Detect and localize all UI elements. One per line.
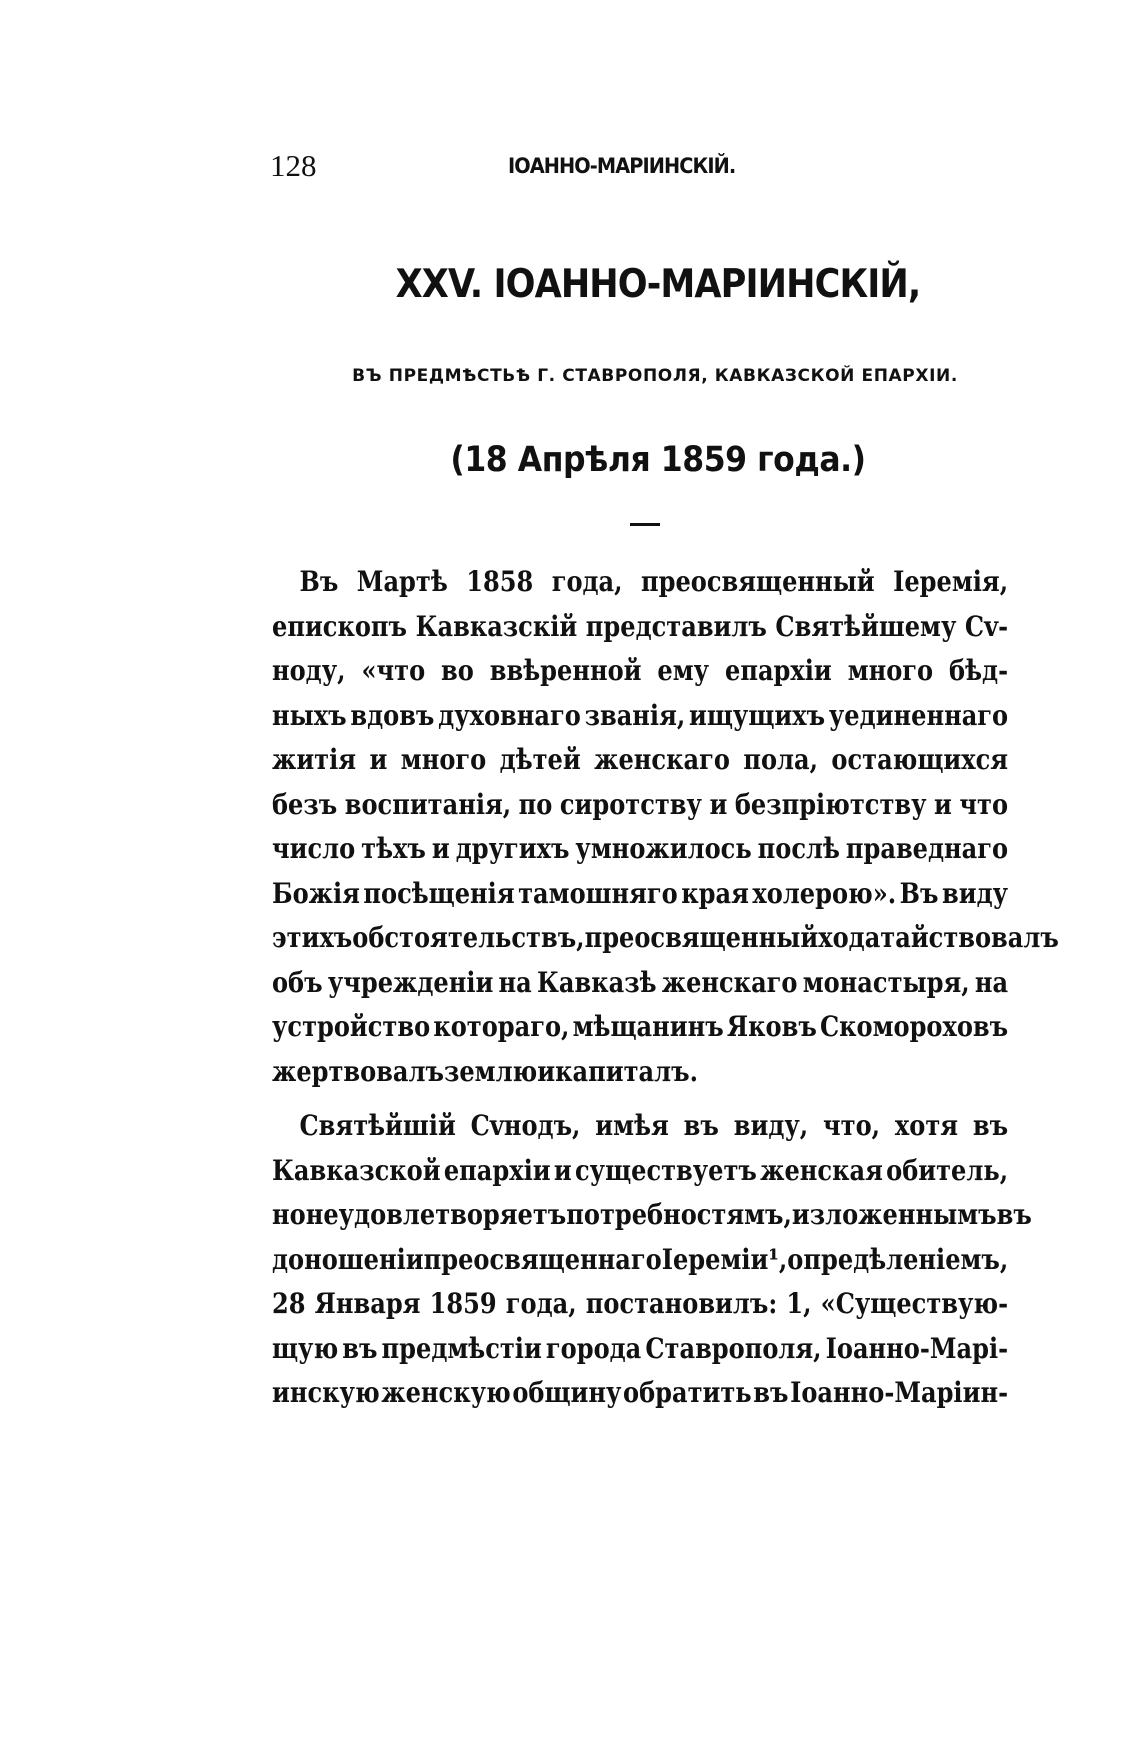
word: потребностямъ, <box>566 1198 792 1231</box>
word: и <box>553 1153 572 1187</box>
word: объ <box>272 965 323 999</box>
word: Іоанно-Марі- <box>825 1331 1009 1365</box>
word: котораго, <box>433 1010 570 1043</box>
text-line <box>272 827 1008 872</box>
word: Іоанно-Маріин- <box>790 1376 1009 1409</box>
chapter-date: (18 Апрѣля 1859 года.) <box>450 440 866 480</box>
word: общину <box>512 1376 622 1409</box>
word: Іереміи <box>661 1242 769 1276</box>
section-divider <box>630 523 660 526</box>
word: опредѣленіемъ, <box>787 1242 1009 1276</box>
word: Кавказскій <box>415 609 578 643</box>
word: на <box>974 965 1009 999</box>
word: уединеннаго <box>828 698 1009 732</box>
word: не <box>305 1198 339 1231</box>
word: Сvнодъ, <box>470 1109 581 1142</box>
paragraph <box>272 1104 1032 1416</box>
word: духовнаго <box>438 698 581 732</box>
word: ему <box>657 654 710 687</box>
word: другихъ <box>455 832 570 865</box>
word: много <box>847 654 934 687</box>
text-line <box>272 1238 1008 1283</box>
word: вдовъ <box>350 698 435 732</box>
word: города <box>545 1331 642 1365</box>
word: женскаго <box>594 743 730 776</box>
word: дѣтей <box>499 743 581 776</box>
text-line <box>272 1050 1008 1095</box>
text-line <box>272 916 1059 961</box>
paragraph <box>272 560 1059 1094</box>
word: Мартѣ <box>356 565 448 598</box>
word: года, <box>551 565 623 598</box>
word: мѣщанинъ <box>572 1010 724 1043</box>
word: доношеніи <box>272 1242 424 1276</box>
text-line <box>272 560 1008 605</box>
word: года, <box>505 1287 577 1320</box>
text-line <box>272 649 1008 694</box>
word: въ <box>342 1331 378 1365</box>
word: Божія <box>272 876 360 910</box>
word: епископъ <box>272 609 408 643</box>
word: Ставрополя, <box>645 1331 822 1365</box>
word: Святѣйшему <box>775 609 957 643</box>
text-line <box>272 1282 1008 1327</box>
word: землю <box>443 1054 538 1088</box>
word: Кавказѣ <box>537 965 657 999</box>
text-line <box>272 1005 1008 1050</box>
word: Въ <box>899 876 939 910</box>
word: и <box>537 1054 556 1088</box>
word: 1, <box>786 1287 812 1320</box>
word: ныхъ <box>272 698 347 732</box>
paragraph-gap <box>272 1094 1008 1104</box>
word: житія <box>272 743 357 776</box>
word: много <box>400 743 487 776</box>
word: Января <box>314 1287 421 1320</box>
word: остающихся <box>831 743 1009 776</box>
word: тамошняго <box>518 876 678 910</box>
word: ¹, <box>768 1242 788 1276</box>
chapter-subtitle: ВЪ ПРЕДМѢСТЬѢ Г. СТАВРОПОЛЯ, КАВКАЗСКОЙ ЕПАРХІИ. <box>352 366 958 386</box>
word: ходатайствовалъ <box>818 921 1059 954</box>
word: предмѣстіи <box>381 1331 542 1365</box>
word: инскую <box>272 1376 380 1409</box>
word: представилъ <box>585 609 767 643</box>
running-title: ІОАННО-МАРІИНСКІЙ. <box>508 154 736 178</box>
word: епархіи <box>725 654 832 687</box>
page-number: 128 <box>270 148 317 183</box>
chapter-title: XXV. ІОАННО-МАРІИНСКІЙ, <box>395 262 921 307</box>
word: Святѣйшій <box>299 1109 456 1142</box>
word: постановилъ: <box>585 1287 778 1320</box>
word: бѣд- <box>949 654 1009 687</box>
word: преосвященнаго <box>423 1242 662 1276</box>
word: этихъ <box>272 921 353 954</box>
word: въ <box>683 1109 719 1142</box>
word: число <box>272 832 356 865</box>
word: имѣя <box>595 1109 669 1142</box>
word: 1859 <box>429 1287 497 1320</box>
word: пола, <box>743 743 818 776</box>
word: удовлетворяетъ <box>338 1198 567 1231</box>
word: Въ <box>299 565 339 598</box>
text-line <box>272 1149 1008 1194</box>
word: устройство <box>272 1010 431 1043</box>
word: преосвященный <box>640 565 875 598</box>
word: въ <box>972 1109 1009 1142</box>
word: воспитанія, <box>344 787 512 821</box>
word: и <box>431 832 450 865</box>
word: хотя <box>894 1109 959 1142</box>
word: тѣхъ <box>361 832 426 865</box>
running-header <box>270 148 1010 188</box>
word: учрежденіи <box>327 965 494 999</box>
word: епархіи <box>443 1153 551 1187</box>
word: ноду, <box>272 654 346 687</box>
word: умножилось <box>575 832 752 865</box>
word: капиталъ. <box>555 1054 698 1088</box>
word: праведнаго <box>845 832 1009 865</box>
text-line <box>272 1193 1032 1238</box>
word: края <box>681 876 749 910</box>
word: виду, <box>733 1109 809 1142</box>
text-line <box>272 1327 1008 1372</box>
word: 1858 <box>466 565 534 598</box>
word: 28 <box>272 1287 306 1320</box>
text-line <box>272 783 1008 828</box>
word: «что <box>361 654 426 687</box>
word: но <box>272 1198 306 1231</box>
word: послѣ <box>757 832 840 865</box>
word: на <box>498 965 532 999</box>
word: женскаго <box>661 965 798 999</box>
word: Сv- <box>964 609 1009 643</box>
word: виду <box>941 876 1009 910</box>
word: и <box>934 787 952 821</box>
text-line <box>272 738 1008 783</box>
word: преосвященный <box>584 921 819 954</box>
word: существуетъ <box>575 1153 757 1187</box>
word: Кавказской <box>272 1153 441 1187</box>
word: Скомороховъ <box>819 1010 1009 1043</box>
word: посѣщенія <box>363 876 515 910</box>
word: что <box>959 787 1009 821</box>
word: щую <box>272 1331 339 1365</box>
word: въ <box>996 1198 1032 1231</box>
word: Іеремія, <box>893 565 1009 598</box>
word: и <box>369 743 388 776</box>
word: и <box>709 787 728 821</box>
word: обстоятельствъ, <box>352 921 585 954</box>
word: обитель, <box>886 1153 1009 1187</box>
word: по <box>518 787 553 821</box>
word: женская <box>760 1153 883 1187</box>
word: званія, <box>584 698 686 732</box>
text-line <box>272 961 1008 1006</box>
text-line <box>272 1371 1008 1416</box>
word: безпріютству <box>734 787 927 821</box>
word: «Существую- <box>820 1287 1009 1320</box>
word: жертвовалъ <box>272 1054 444 1088</box>
word: въ <box>753 1376 789 1409</box>
word: ищущихъ <box>689 698 826 732</box>
word: обратить <box>623 1376 752 1409</box>
word: монастыря, <box>802 965 970 999</box>
word: холерою». <box>752 876 897 910</box>
text-line <box>272 872 1008 917</box>
word: безъ <box>272 787 338 821</box>
text-line <box>272 605 1008 650</box>
word: Яковъ <box>726 1010 817 1043</box>
word: во <box>441 654 474 687</box>
word: изложеннымъ <box>791 1198 997 1231</box>
word: женскую <box>381 1376 511 1409</box>
body-text <box>272 560 1059 1416</box>
word: ввѣренной <box>489 654 642 687</box>
word: сиротству <box>559 787 702 821</box>
text-line <box>272 1104 1008 1149</box>
word: что, <box>823 1109 881 1142</box>
text-line <box>272 694 1008 739</box>
